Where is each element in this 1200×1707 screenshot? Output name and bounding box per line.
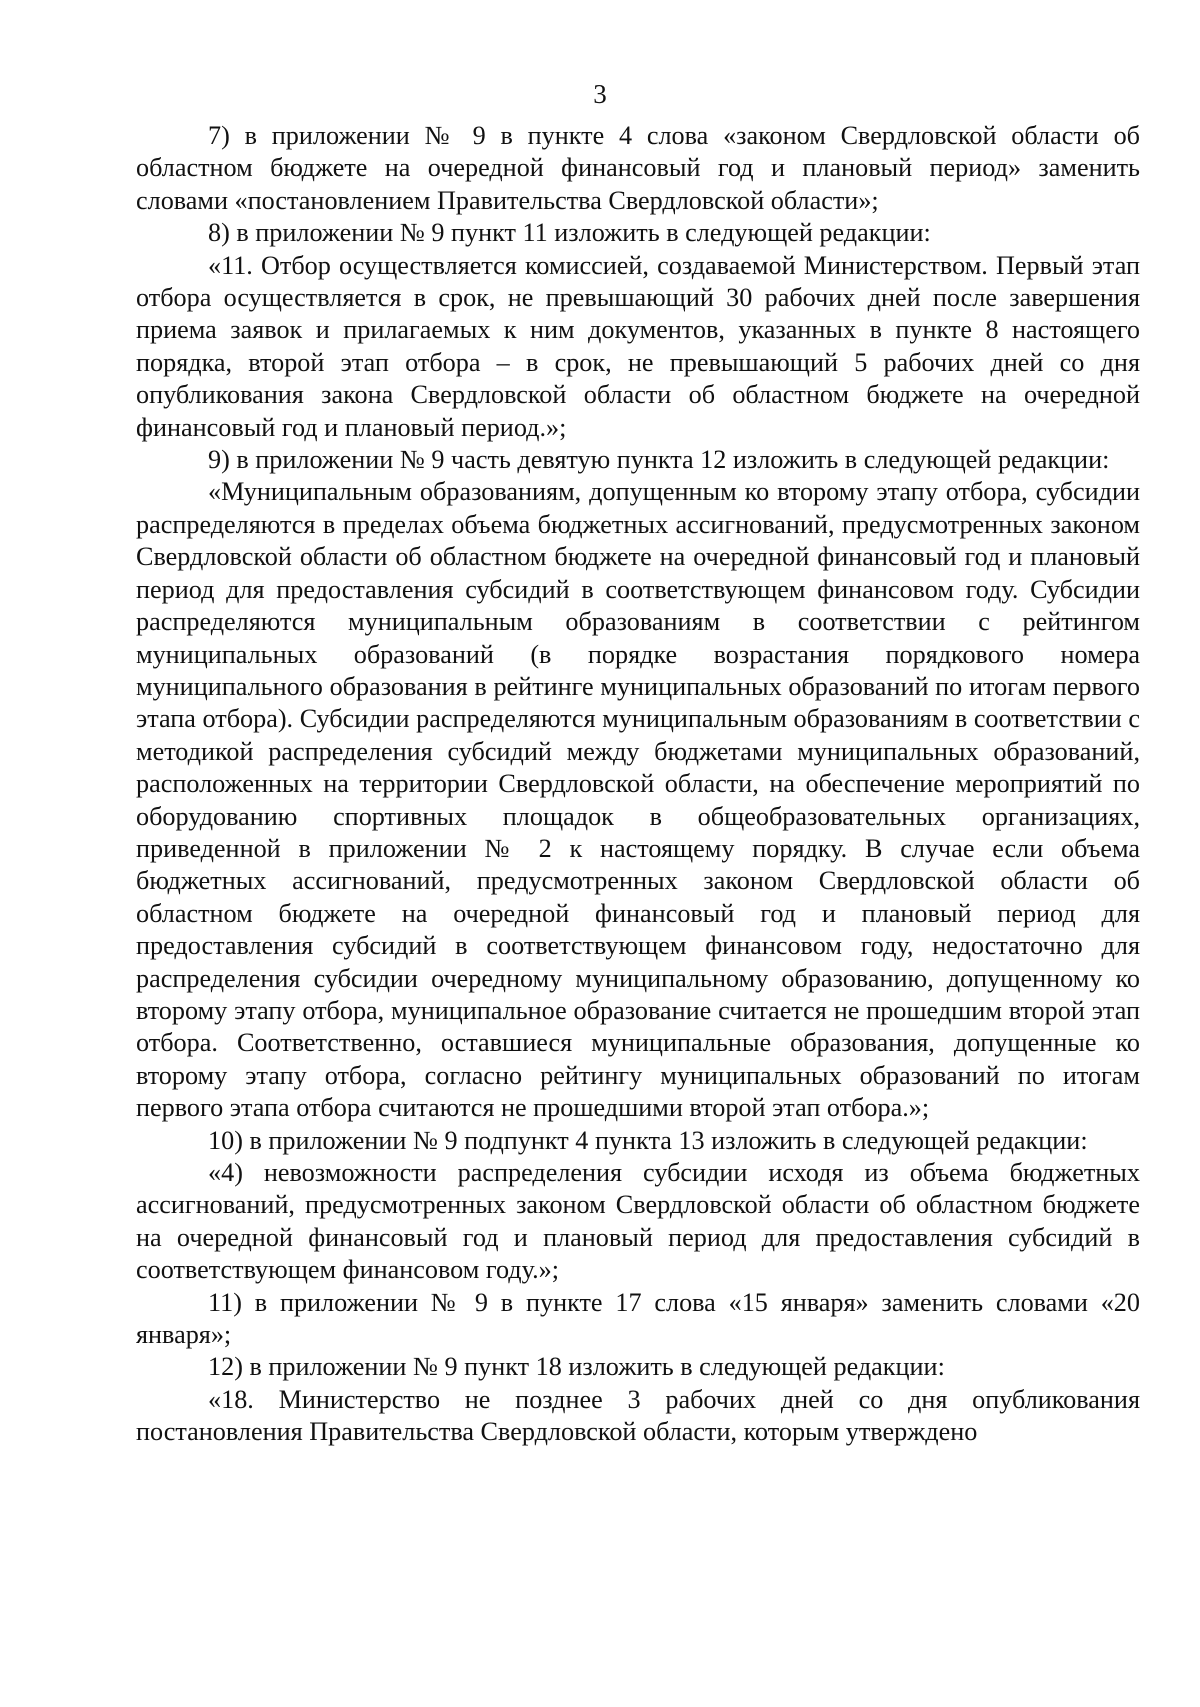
page-number: 3 (593, 79, 607, 109)
paragraph-item-10: 10) в приложении № 9 подпункт 4 пункта 13 изложить в следующей редакции: (208, 1125, 1088, 1155)
paragraph-item-12: 12) в приложении № 9 пункт 18 изложить в следующей редакции: (208, 1352, 945, 1382)
document-body (136, 120, 1140, 1449)
paragraph-quote-18: «18. Министерство не позднее 3 рабочих дней со дня опубликования постановления Правительства Свердловской области, которым утверждено (136, 1384, 1140, 1447)
paragraph-quote-municipal: «Муниципальным образованиям, допущенным ко второму этапу отбора, субсидии распределяются в пределах объема бюджетных ассигнований, предусмотренных законом Свердловской области об областном бюджете на очередной финансовый год и плановый период для предоставления субсидий в соответствующем финансовом году. Субсидии распределяются муниципальным образованиям в соответствии с рейтингом муниципальных образований (в порядке возрастания порядкового номера муниципального образования в рейтинге муниципальных образований по итогам первого этапа отбора). Субсидии распределяются муниципальным образованиям в соответствии с методикой распределения субсидий между бюджетами муниципальных образований, расположенных на территории Свердловской области, на обеспечение мероприятий по оборудованию спортивных площадок в общеобразовательных организациях, приведенной в приложении № 2 к настоящему порядку. В случае если объема бюджетных ассигнований, предусмотренных законом Свердловской области об областном бюджете на очередной финансовый год и плановый период для предоставления субсидий в соответствующем финансовом году, недостаточно для распределения субсидии очередному муниципальному образованию, допущенному ко второму этапу отбора, муниципальное образование считается не прошедшим второй этап отбора. Соответственно, оставшиеся муниципальные образования, допущенные ко второму этапу отбора, согласно рейтингу муниципальных образований по итогам первого этапа отбора считаются не прошедшими второй этап отбора.»; (136, 477, 1140, 1123)
paragraph-quote-4: «4) невозможности распределения субсидии исходя из объема бюджетных ассигнований, предусмотренных законом Свердловской области об областном бюджете на очередной финансовый год и плановый период для предоставления субсидий в соответствующем финансовом году.»; (136, 1158, 1140, 1285)
paragraph-item-7: 7) в приложении № 9 в пункте 4 слова «законом Свердловской области об областном бюджете на очередной финансовый год и плановый период» заменить словами «постановлением Правительства Свердловской области»; (136, 121, 1140, 215)
paragraph-item-8: 8) в приложении № 9 пункт 11 изложить в следующей редакции: (208, 218, 931, 248)
paragraph-item-9: 9) в приложении № 9 часть девятую пункта 12 изложить в следующей редакции: (208, 445, 1110, 475)
paragraph-item-11: 11) в приложении № 9 в пункте 17 слова «15 января» заменить словами «20 января»; (136, 1287, 1140, 1350)
paragraph-quote-11: «11. Отбор осуществляется комиссией, создаваемой Министерством. Первый этап отбора осуществляется в срок, не превышающий 30 рабочих дней после завершения приема заявок и прилагаемых к ним документов, указанных в пункте 8 настоящего порядка, второй этап отбора – в срок, не превышающий 5 рабочих дней со дня опубликования закона Свердловской области об областном бюджете на очередной финансовый год и плановый период.»; (136, 250, 1140, 442)
